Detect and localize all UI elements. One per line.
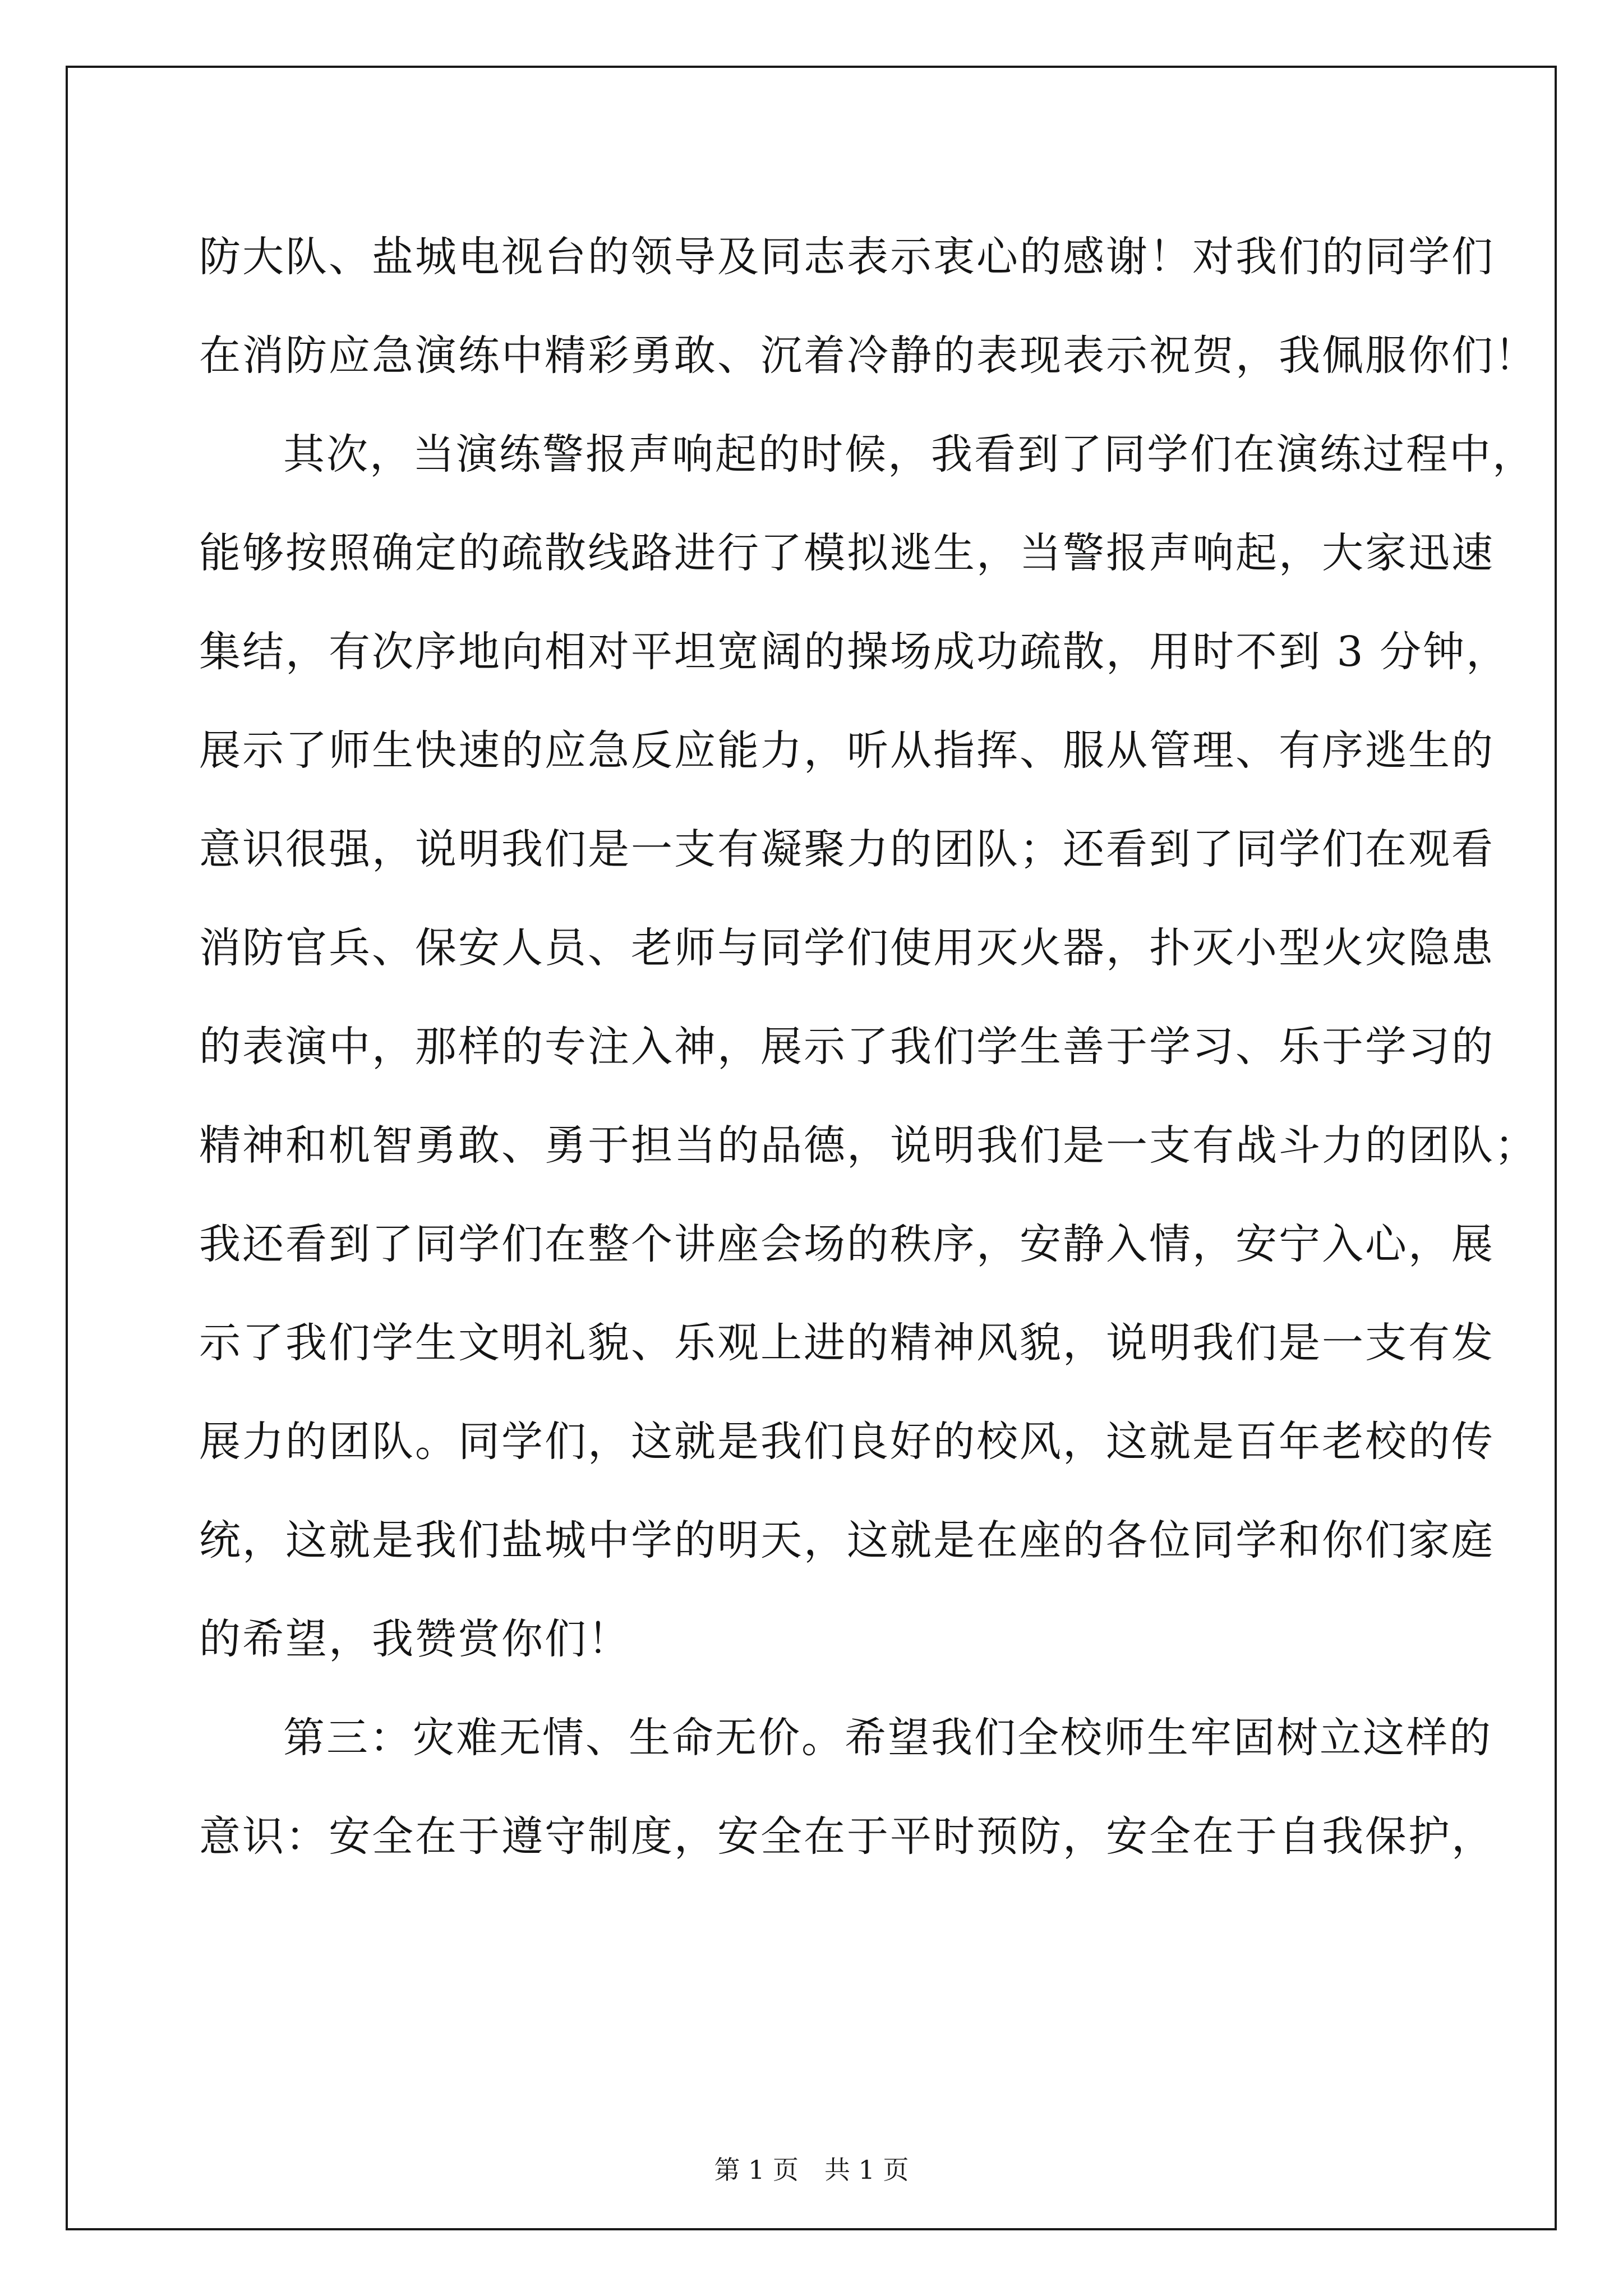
text-line: 集结，有次序地向相对平坦宽阔的操场成功疏散，用时不到 3 分钟， xyxy=(199,628,1510,676)
text-line: 在消防应急演练中精彩勇敢、沉着冷静的表现表示祝贺，我佩服你们！ xyxy=(199,332,1538,380)
text-line: 示了我们学生文明礼貌、乐观上进的精神风貌，说明我们是一支有发 xyxy=(199,1319,1495,1367)
text-line: 统，这就是我们盐城中学的明天，这就是在座的各位同学和你们家庭 xyxy=(199,1516,1495,1565)
paragraph-start-line: 第三：灾难无情、生命无价。希望我们全校师生牢固树立这样的 xyxy=(283,1714,1492,1762)
text-line: 意识：安全在于遵守制度，安全在于平时预防，安全在于自我保护， xyxy=(199,1812,1495,1861)
page-number: 第 1 页 共 1 页 xyxy=(714,2155,909,2185)
text-line: 精神和机智勇敢、勇于担当的品德，说明我们是一支有战斗力的团队； xyxy=(199,1121,1538,1170)
text-line: 的希望，我赞赏你们！ xyxy=(199,1615,631,1663)
text-line: 防大队、盐城电视台的领导及同志表示衷心的感谢！对我们的同学们 xyxy=(199,233,1495,281)
text-line: 我还看到了同学们在整个讲座会场的秩序，安静入情，安宁入心，展 xyxy=(199,1220,1495,1268)
document-body xyxy=(199,208,1538,1886)
page-footer xyxy=(0,2150,1623,2187)
text-line: 展力的团队。同学们，这就是我们良好的校风，这就是百年老校的传 xyxy=(199,1418,1495,1466)
text-line: 能够按照确定的疏散线路进行了模拟逃生，当警报声响起，大家迅速 xyxy=(199,529,1495,577)
text-line: 消防官兵、保安人员、老师与同学们使用灭火器，扑灭小型火灾隐患 xyxy=(199,924,1495,972)
text-line: 的表演中，那样的专注入神，展示了我们学生善于学习、乐于学习的 xyxy=(199,1023,1495,1071)
text-line: 展示了师生快速的应急反应能力，听从指挥、服从管理、有序逃生的 xyxy=(199,726,1495,775)
paragraph-start-line: 其次，当演练警报声响起的时候，我看到了同学们在演练过程中， xyxy=(283,430,1536,478)
text-line: 意识很强，说明我们是一支有凝聚力的团队；还看到了同学们在观看 xyxy=(199,825,1495,873)
